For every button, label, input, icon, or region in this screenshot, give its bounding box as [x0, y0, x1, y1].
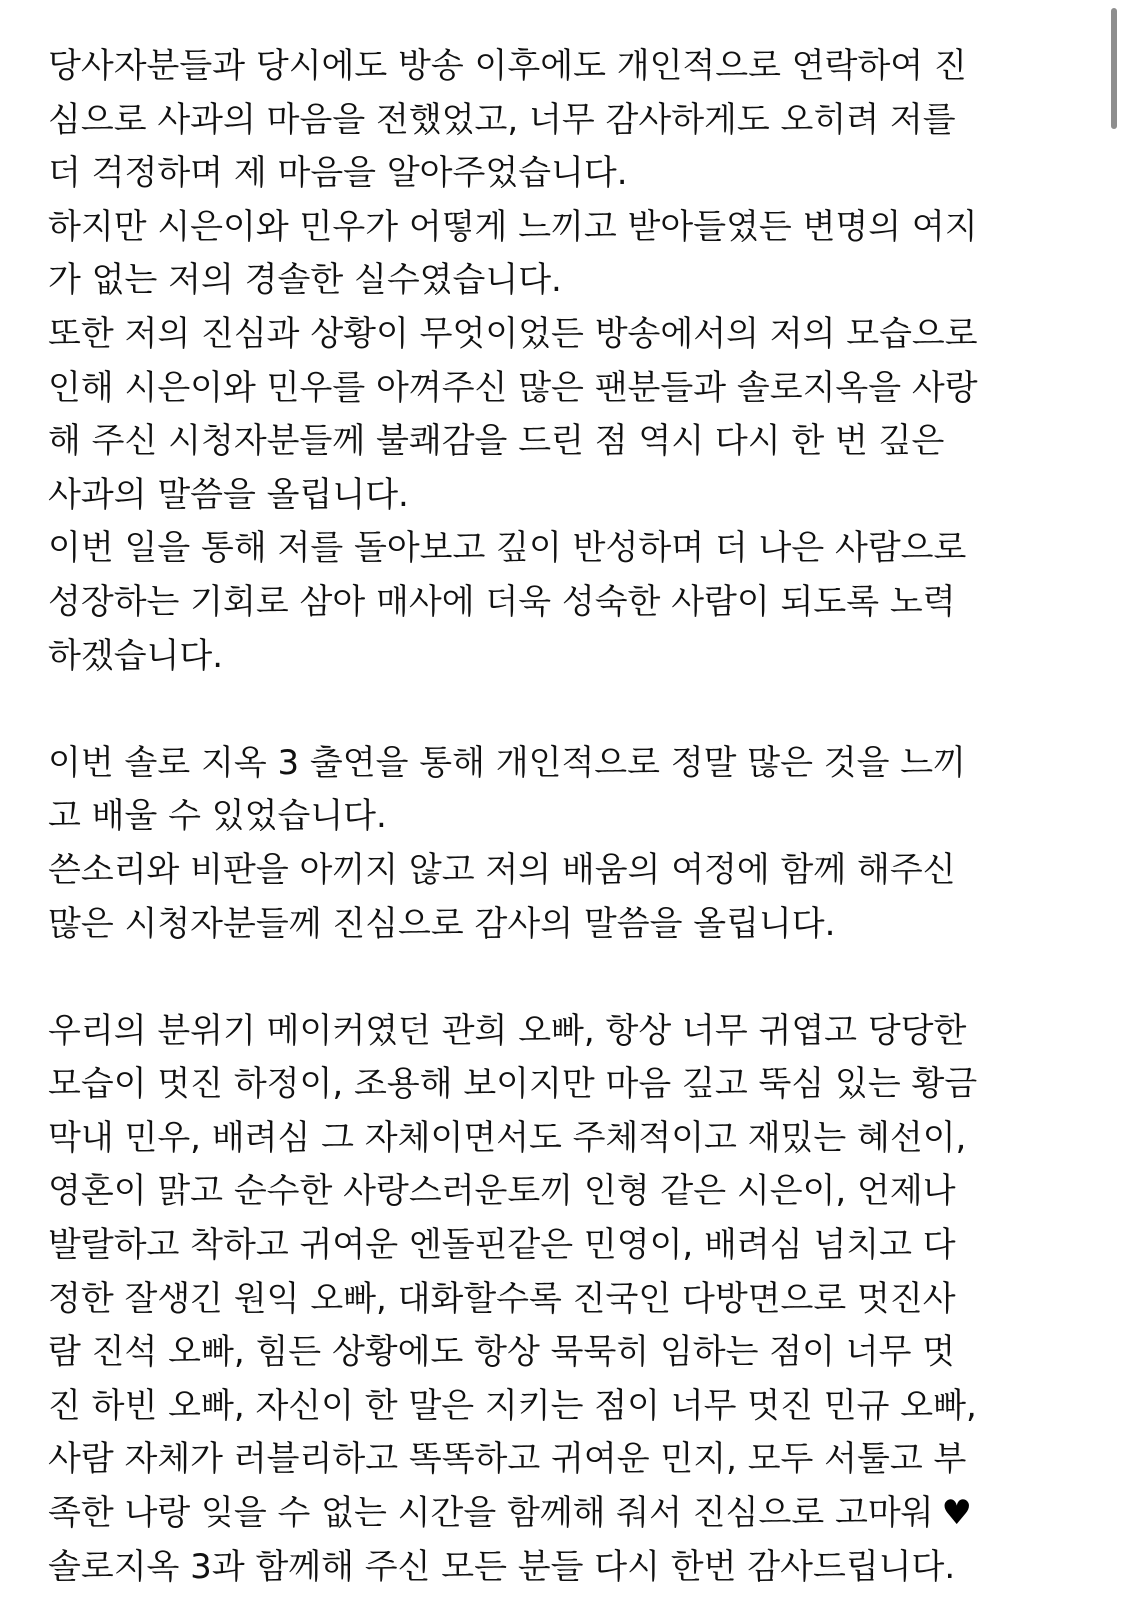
text-line: 이번 일을 통해 저를 돌아보고 깊이 반성하며 더 나은 사람으로 [48, 528, 967, 569]
text-line: 우리의 분위기 메이커였던 관희 오빠, 항상 너무 귀엽고 당당한 [48, 1010, 967, 1051]
text-line: 많은 시청자분들께 진심으로 감사의 말씀을 올립니다. [48, 903, 836, 944]
paragraph-gap [48, 683, 1058, 737]
paragraph-1 [48, 40, 1058, 683]
text-line: 사람 자체가 러블리하고 똑똑하고 귀여운 민지, 모두 서툴고 부 [48, 1439, 967, 1480]
text-line: 고 배울 수 있었습니다. [48, 796, 387, 837]
text-line: 성장하는 기회로 삼아 매사에 더욱 성숙한 사람이 되도록 노력 [48, 581, 956, 622]
text-line: 발랄하고 착하고 귀여운 엔돌핀같은 민영이, 배려심 넘치고 다 [48, 1225, 956, 1266]
paragraph-2 [48, 737, 1058, 951]
text-line: 이번 솔로 지옥 3 출연을 통해 개인적으로 정말 많은 것을 느끼 [48, 742, 966, 783]
text-line: 람 진석 오빠, 힘든 상황에도 항상 묵묵히 임하는 점이 너무 멋 [48, 1332, 956, 1373]
heart-icon: ♥ [941, 1493, 973, 1534]
text-line: 하지만 시은이와 민우가 어떻게 느끼고 받아들였든 변명의 여지 [48, 206, 978, 247]
scrollbar-thumb[interactable] [1111, 8, 1117, 129]
text-line: 사과의 말씀을 올립니다. [48, 474, 409, 515]
text-line: 또한 저의 진심과 상황이 무엇이었든 방송에서의 저의 모습으로 [48, 313, 978, 354]
text-line: 쓴소리와 비판을 아끼지 않고 저의 배움의 여정에 함께 해주신 [48, 849, 956, 890]
text-line: 심으로 사과의 마음을 전했었고, 너무 감사하게도 오히려 저를 [48, 99, 956, 140]
text-line-text: 족한 나랑 잊을 수 없는 시간을 함께해 줘서 진심으로 고마워 [48, 1493, 934, 1534]
text-line: 인해 시은이와 민우를 아껴주신 많은 팬분들과 솔로지옥을 사랑 [48, 367, 978, 408]
text-line: 하겠습니다. [48, 635, 224, 676]
text-line-with-heart [48, 1487, 1058, 1541]
text-line: 더 걱정하며 제 마음을 알아주었습니다. [48, 153, 628, 194]
text-line: 당사자분들과 당시에도 방송 이후에도 개인적으로 연락하여 진 [48, 46, 967, 86]
text-line: 영혼이 맑고 순수한 사랑스러운토끼 인형 같은 시은이, 언제나 [48, 1171, 956, 1212]
text-line: 솔로지옥 3과 함께해 주신 모든 분들 다시 한번 감사드립니다. [48, 1546, 956, 1587]
statement-text [48, 40, 1058, 1594]
text-line: 막내 민우, 배려심 그 자체이면서도 주체적이고 재밌는 혜선이, [48, 1117, 967, 1158]
paragraph-3 [48, 1005, 1058, 1595]
text-line: 정한 잘생긴 원익 오빠, 대화할수록 진국인 다방면으로 멋진사 [48, 1278, 956, 1319]
text-line: 진 하빈 오빠, 자신이 한 말은 지키는 점이 너무 멋진 민규 오빠, [48, 1385, 977, 1426]
text-line: 해 주신 시청자분들께 불쾌감을 드린 점 역시 다시 한 번 깊은 [48, 421, 945, 462]
paragraph-gap [48, 951, 1058, 1005]
text-line: 모습이 멋진 하정이, 조용해 보이지만 마음 깊고 뚝심 있는 황금 [48, 1064, 978, 1105]
text-line: 가 없는 저의 경솔한 실수였습니다. [48, 260, 562, 301]
